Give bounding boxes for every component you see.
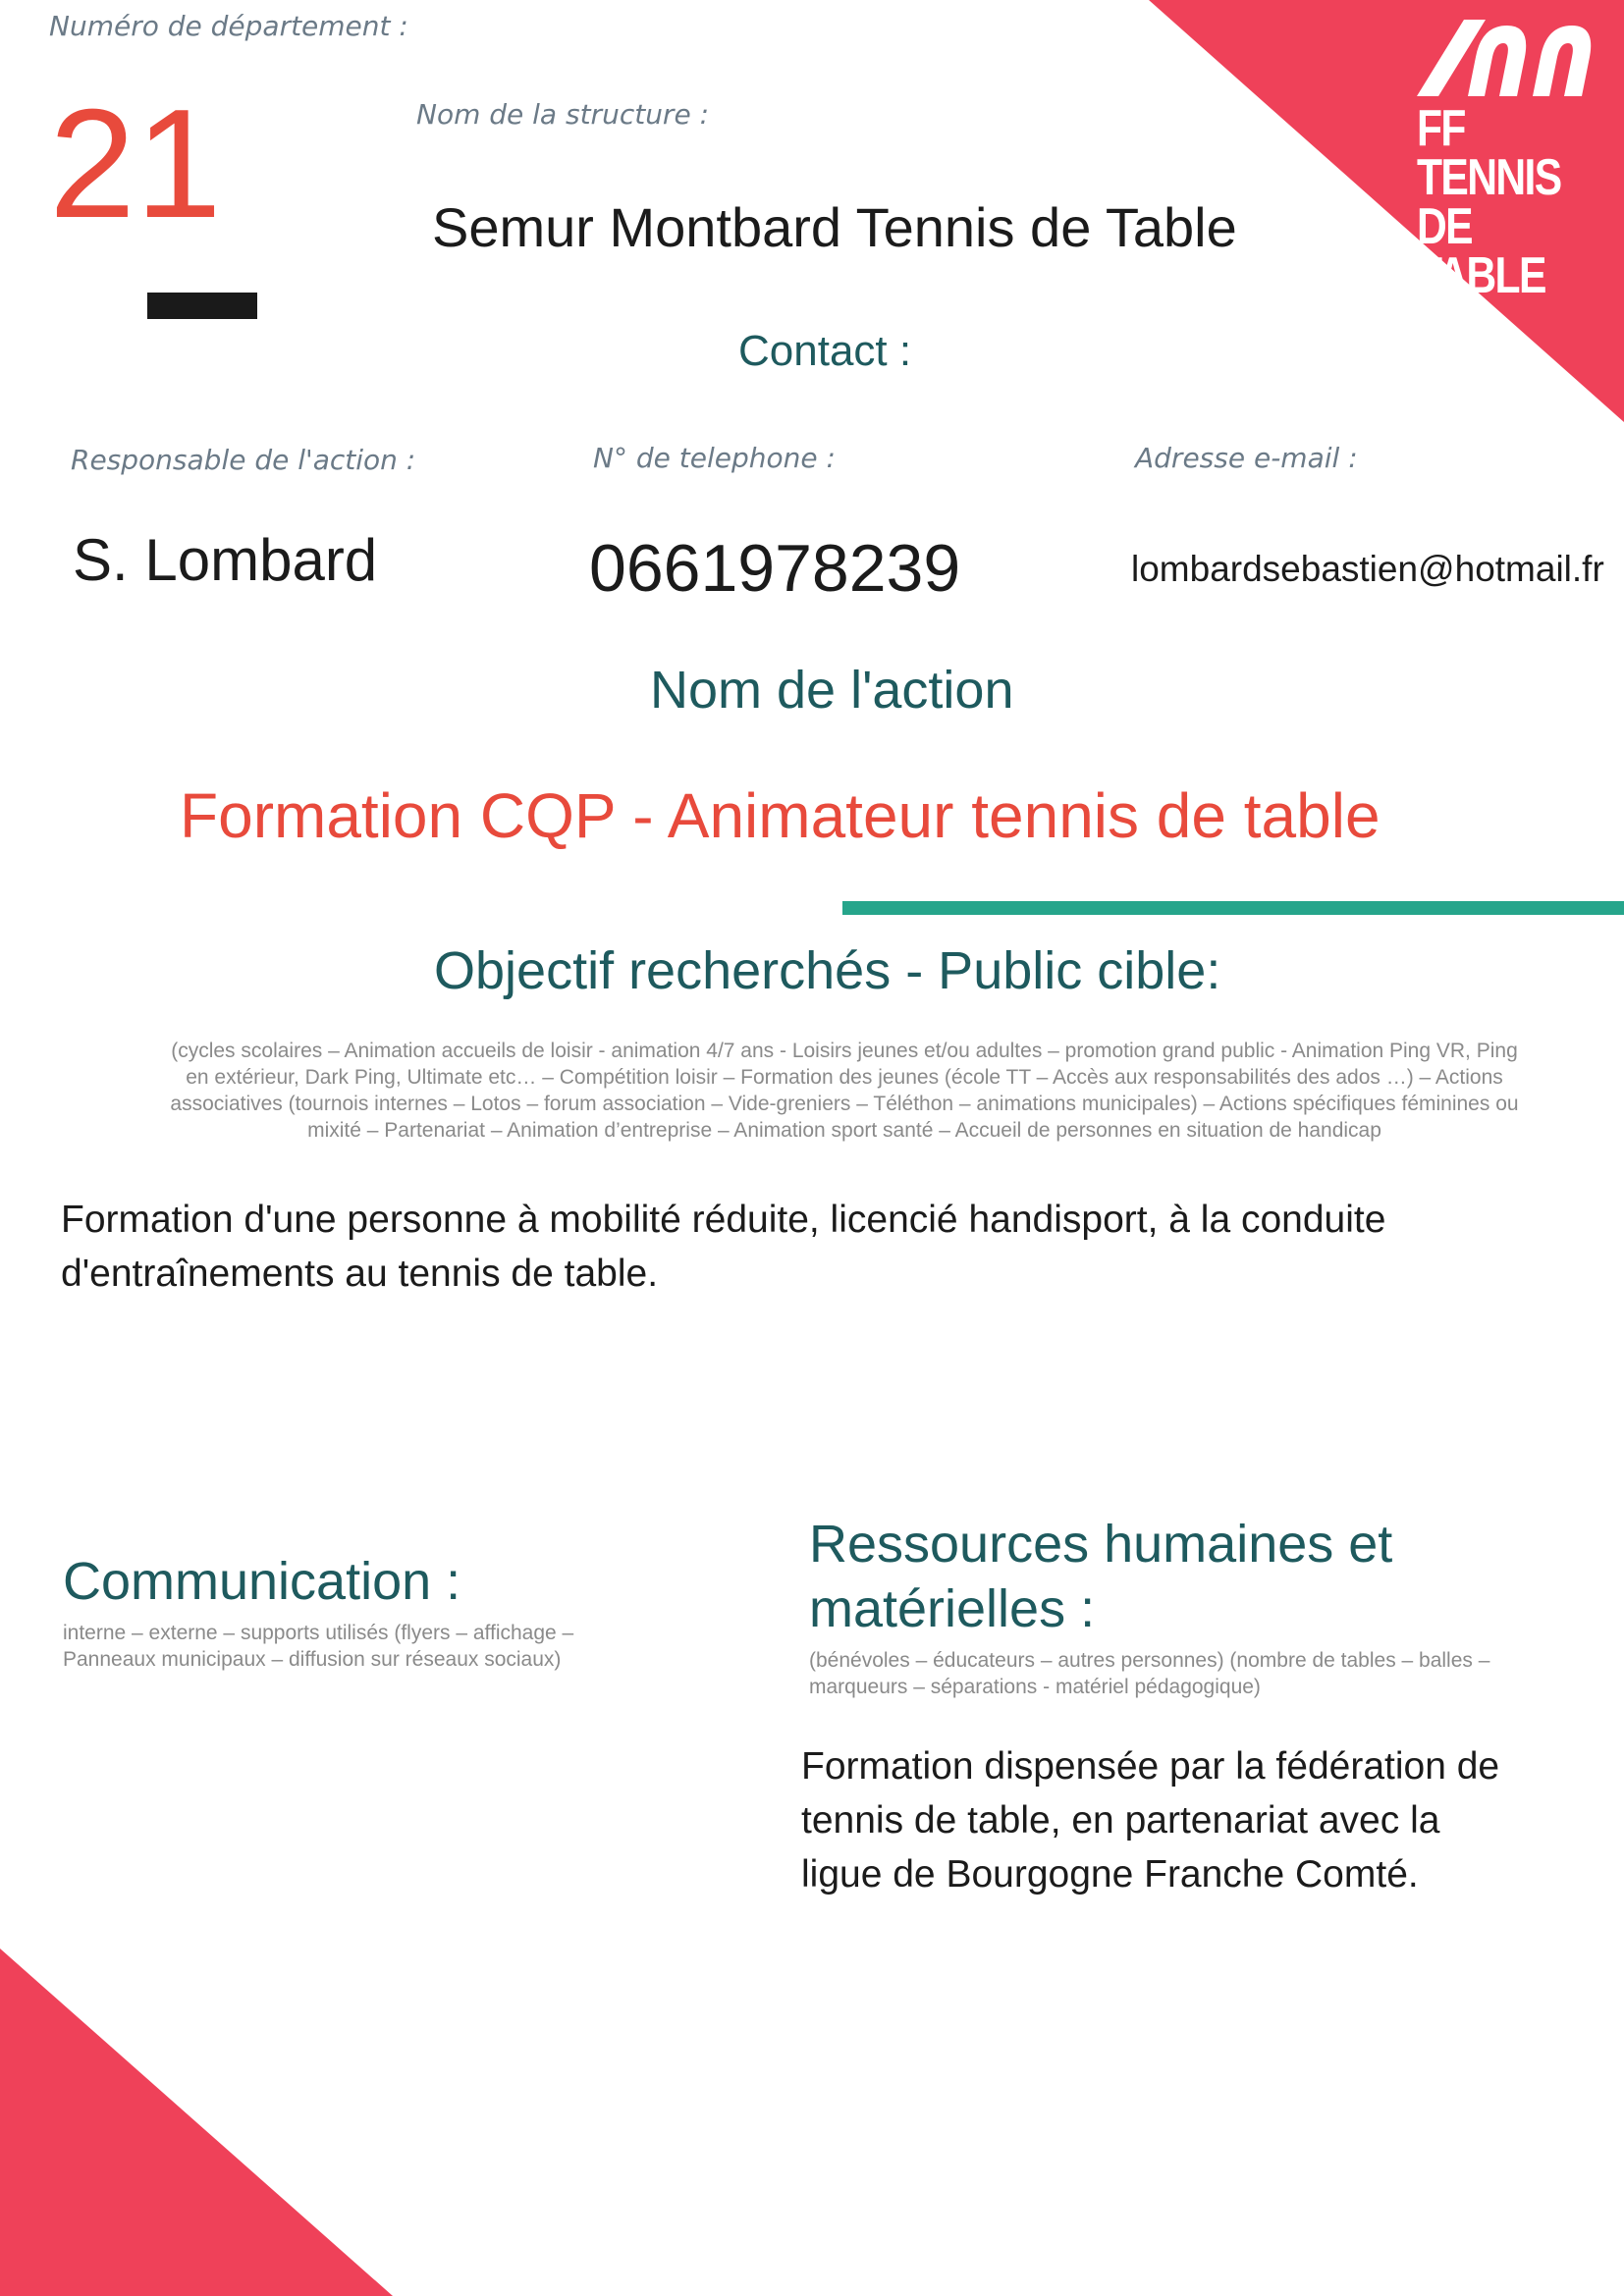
- ressources-heading: Ressources humaines et matérielles :: [809, 1515, 1393, 1638]
- corner-triangle-bottom-left: [0, 1949, 393, 2296]
- email-label: Adresse e-mail :: [1135, 442, 1358, 474]
- brand-logo: [1417, 18, 1603, 304]
- section-divider-rule: [842, 901, 1624, 915]
- phone-label: N° de telephone :: [593, 442, 836, 474]
- objectif-heading: Objectif recherchés - Public cible:: [434, 941, 1221, 1000]
- contact-heading: Contact :: [738, 327, 912, 375]
- department-number: 21: [49, 78, 222, 250]
- responsable-label: Responsable de l'action :: [71, 444, 416, 476]
- action-name: Formation CQP - Animateur tennis de table: [180, 780, 1380, 851]
- objectif-hint: (cycles scolaires – Animation accueils de loisir - animation 4/7 ans - Loisirs jeunes et/ou adultes – promotion grand public - Animation Ping VR, Ping en extérieur, Dark Ping, Ultimate etc… – Compétition loisir – Formation des jeunes (école TT – Accès aux responsabilités des ados …) – Actions associatives (tournois internes – Lotos – forum association – Vide-greniers – Téléthon – animations municipales) – Actions spécifiques féminines ou mixité – Partenariat – Animation d’entreprise – Animation sport santé – Accueil de personnes en situation de handicap: [170, 1040, 1519, 1142]
- structure-label: Nom de la structure :: [416, 98, 710, 131]
- department-underline-bar: [147, 293, 257, 319]
- email-value: lombardsebastien@hotmail.fr: [1131, 549, 1604, 589]
- logo-text-line1: FF TENNIS: [1417, 100, 1561, 206]
- department-label: Numéro de département :: [49, 10, 408, 42]
- logo-text-line2: DE TABLE: [1417, 198, 1545, 304]
- ff-tennis-de-table-logo-icon: [1417, 18, 1603, 98]
- objectif-text: Formation d'une personne à mobilité réduite, licencié handisport, à la conduite d'entraînements au tennis de table.: [61, 1199, 1386, 1295]
- structure-name: Semur Montbard Tennis de Table: [432, 196, 1237, 258]
- communication-heading: Communication :: [63, 1552, 461, 1611]
- responsable-value: S. Lombard: [73, 527, 378, 593]
- action-heading: Nom de l'action: [650, 661, 1014, 720]
- ressources-text: Formation dispensée par la fédération de tennis de table, en partenariat avec la ligue de Bourgogne Franche Comté.: [801, 1745, 1500, 1896]
- phone-value: 0661978239: [589, 531, 961, 606]
- communication-hint: interne – externe – supports utilisés (flyers – affichage – Panneaux municipaux – diffusion sur réseaux sociaux): [63, 1622, 574, 1671]
- ressources-hint: (bénévoles – éducateurs – autres personnes) (nombre de tables – balles – marqueurs – séparations - matériel pédagogique): [809, 1649, 1490, 1698]
